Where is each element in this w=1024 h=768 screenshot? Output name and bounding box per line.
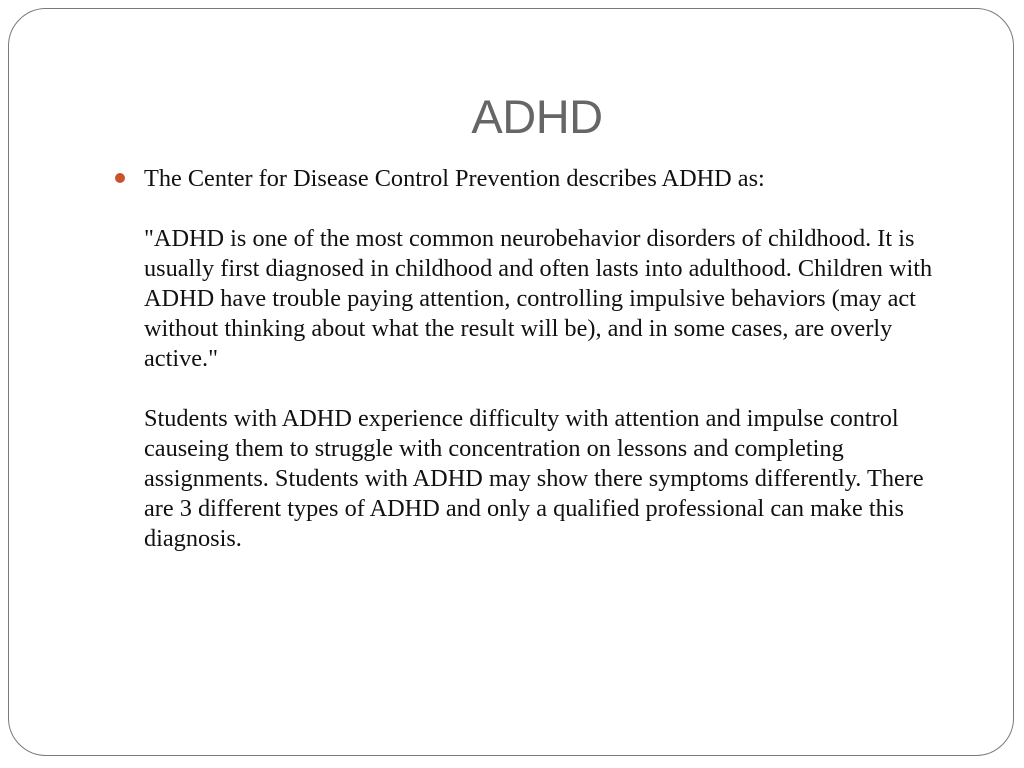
cdc-quote-text: "ADHD is one of the most common neurobehavior disorders of childhood. It is usually first diagnosed in childhood and often lasts into adulthood. Children with ADHD have trouble paying attention, controlling impulsive behaviors (may act without thinking about what the result will be), and in some cases, are overly active." <box>144 225 933 372</box>
bullet-dot-icon <box>115 173 125 183</box>
slide-body <box>144 164 944 554</box>
paragraph-gap <box>144 374 944 404</box>
slide-title: ADHD <box>471 90 603 143</box>
paragraph-gap <box>144 194 944 224</box>
students-description-text: Students with ADHD experience difficulty with attention and impulse control causeing them to struggle with concentration on lessons and completing assignments. Students with ADHD may show there symptoms differently. There are 3 different types of ADHD and only a qualified professional can make this diagnosis. <box>144 405 924 552</box>
bullet-intro-text: The Center for Disease Control Prevention describes ADHD as: <box>144 165 765 192</box>
